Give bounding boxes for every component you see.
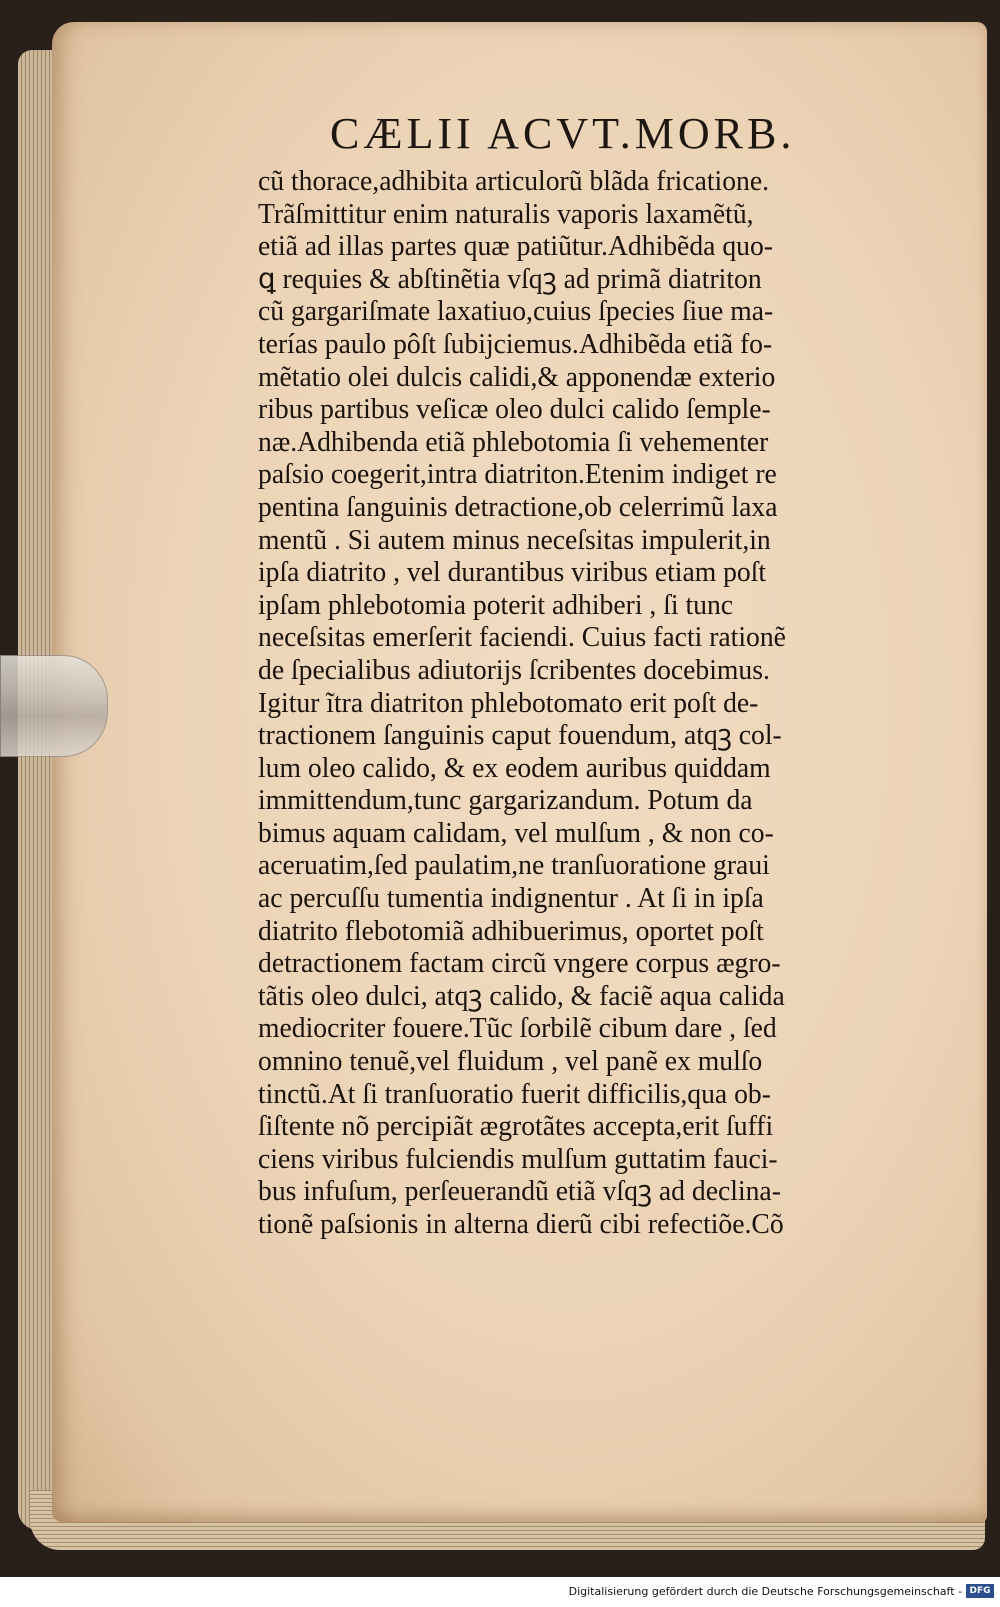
text-line: neceſsitas emerſerit faciendi. Cuius facti rationẽ xyxy=(258,622,786,654)
text-line: pentina ſanguinis detractione,ob celerrimũ laxa xyxy=(258,491,778,523)
text-line: tionẽ paſsionis in alterna dierũ cibi refectiõe.Cõ xyxy=(258,1209,784,1240)
text-line: paſsio coegerit,intra diatriton.Etenim indiget re xyxy=(258,459,777,491)
text-line: ribus partibus veſicæ oleo dulci calido ſemple- xyxy=(258,394,771,426)
text-line: immittendum,tunc gargarizandum. Potum da xyxy=(258,785,753,817)
text-line: tractionem ſanguinis caput fouendum, atqꝫ col- xyxy=(258,720,782,752)
text-line: mẽtatio olei dulcis calidi,& apponendæ exterio xyxy=(258,361,776,393)
text-line: lum oleo calido, & ex eodem auribus quiddam xyxy=(258,752,771,784)
text-line: ꝗ requies & abſtinẽtia vſqꝫ ad primã diatriton xyxy=(258,263,762,295)
text-line: ipſa diatrito , vel durantibus viribus etiam poſt xyxy=(258,557,767,589)
dfg-logo: DFG xyxy=(966,1584,994,1598)
text-line: mediocriter fouere.Tũc ſorbilẽ cibum dare , ſed xyxy=(258,1013,777,1045)
page-clip xyxy=(0,655,108,757)
text-line: cũ thorace,adhibita articulorũ blãda fricatione. xyxy=(258,166,770,197)
body-text xyxy=(258,166,878,1242)
text-line: tãtis oleo dulci, atqꝫ calido, & faciẽ aqua calida xyxy=(258,980,785,1012)
footer-credit: Digitalisierung gefördert durch die Deutsche Forschungsgemeinschaft - xyxy=(568,1585,962,1598)
text-line: omnino tenuẽ,vel fluidum , vel panẽ ex mulſo xyxy=(258,1046,763,1078)
text-line: bus infuſum, perſeuerandũ etiã vſqꝫ ad declina- xyxy=(258,1176,781,1208)
text-line: ciens viribus fulciendis mulſum guttatim fauci- xyxy=(258,1143,778,1175)
text-line: terías paulo pôſt ſubijciemus.Adhibẽda etiã fo- xyxy=(258,328,773,360)
text-line: næ.Adhibenda etiã phlebotomia ſi vehementer xyxy=(258,426,769,458)
text-line: etiã ad illas partes quæ patiũtur.Adhibẽda quo- xyxy=(258,231,773,263)
text-line: de ſpecialibus adiutorijs ſcribentes docebimus. xyxy=(258,654,770,686)
running-head: CÆLII ACVT.MORB. xyxy=(330,109,796,158)
text-line: ſiſtente nõ percipiãt ægrotãtes accepta,erit ſuffi xyxy=(258,1111,774,1143)
text-line: tinctũ.At ſi tranſuoratio fuerit difficilis,qua ob- xyxy=(258,1078,771,1110)
text-line: bimus aquam calidam, vel mulſum , & non co- xyxy=(258,817,774,849)
text-line: mentũ . Si autem minus neceſsitas impulerit,in xyxy=(258,524,771,556)
text-line: ipſam phlebotomia poterit adhiberi , ſi tunc xyxy=(258,589,734,621)
text-line: aceruatim,ſed paulatim,ne tranſuoratione graui xyxy=(258,850,770,882)
text-line: Igitur ĩtra diatriton phlebotomato erit poſt de- xyxy=(258,687,759,719)
text-line: Trãſmittitur enim naturalis vaporis laxamẽtũ, xyxy=(258,198,754,230)
text-line: ac percuſſu tumentia indignentur . At ſi in ipſa xyxy=(258,883,764,915)
text-line: detractionem factam circũ vngere corpus ægro- xyxy=(258,948,781,980)
text-line: diatrito flebotomiã adhibuerimus, oportet poſt xyxy=(258,915,764,947)
text-line: cũ gargariſmate laxatiuo,cuius ſpecies ſiue ma- xyxy=(258,296,774,328)
